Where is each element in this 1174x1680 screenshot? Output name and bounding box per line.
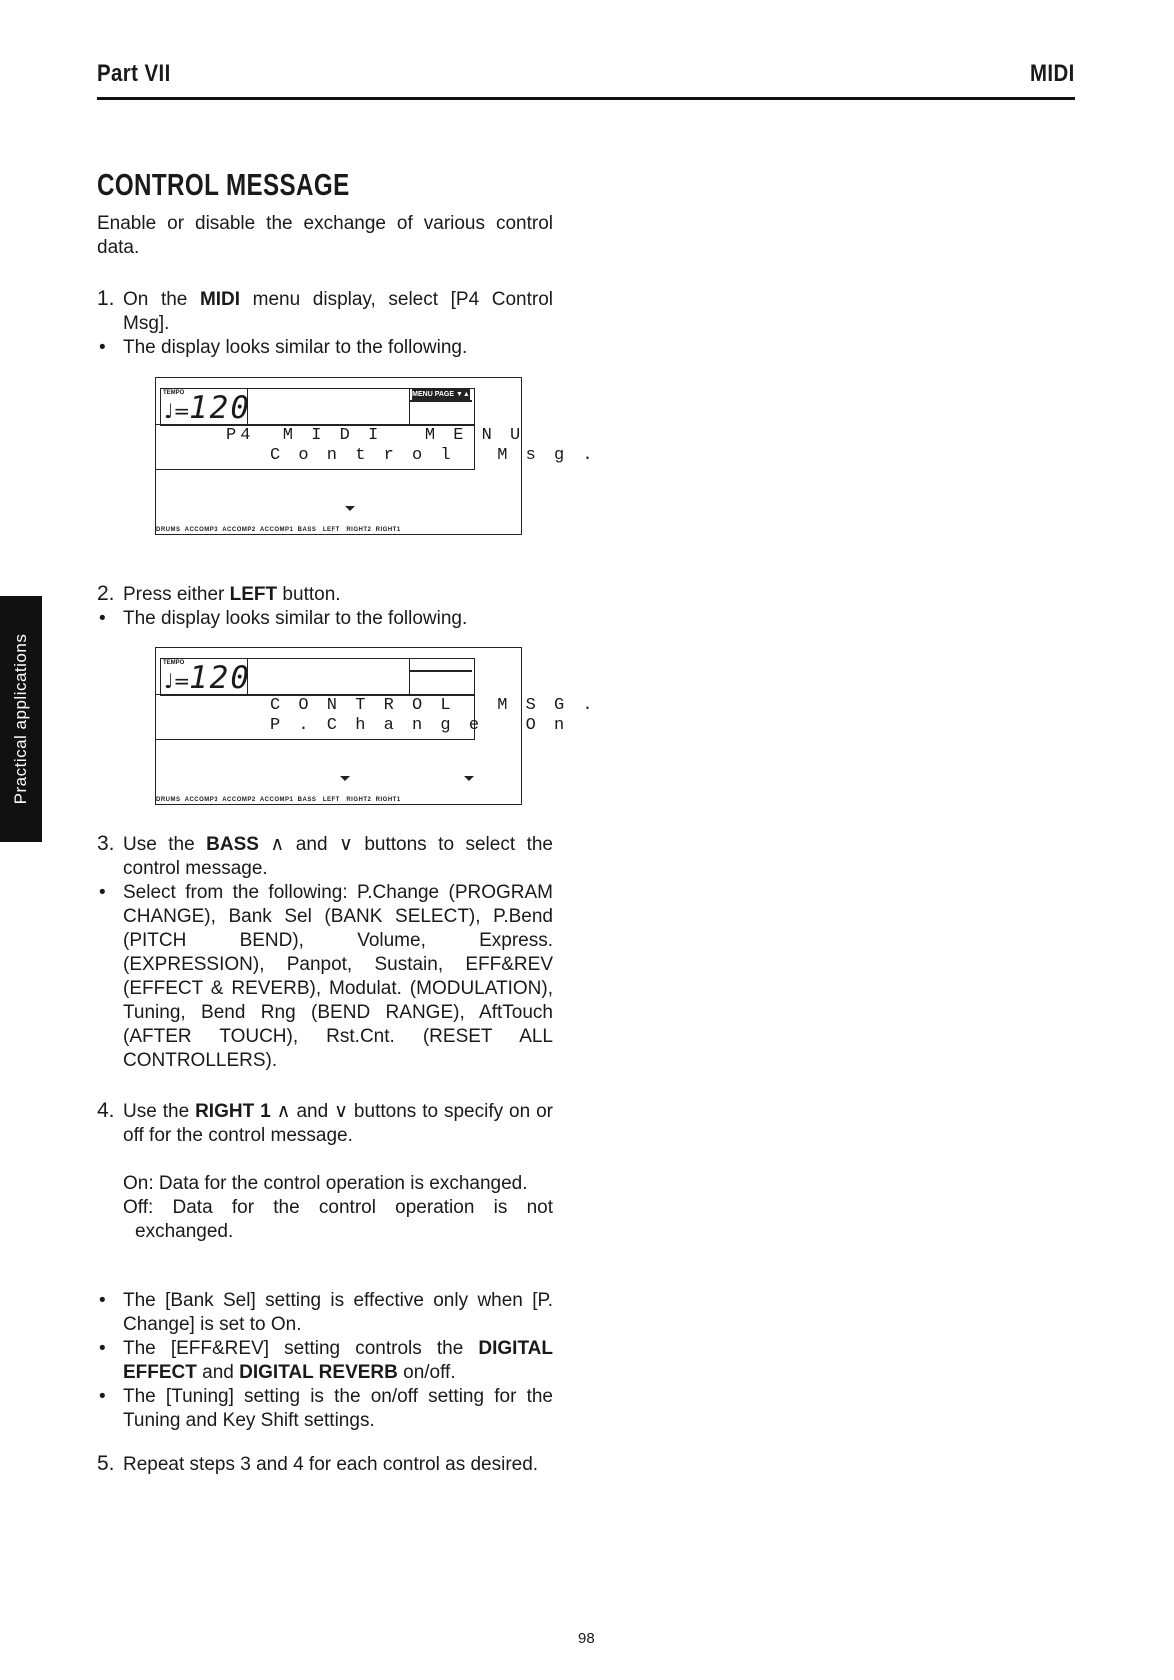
step-2-text-a: Press either <box>123 584 230 605</box>
step-2-bold: LEFT <box>229 584 278 605</box>
header-part: Part VII <box>97 60 171 87</box>
quarter-note-icon: ♩= <box>164 399 191 423</box>
on-description-text: On: Data for the control operation is exchanged. <box>123 1173 528 1194</box>
bullet-icon: • <box>99 1338 106 1359</box>
step-3 <box>97 833 553 1073</box>
lcd-line-2: P . C h a n g e O n <box>270 716 569 735</box>
lcd-line-1: P4 M I D I M E N U <box>226 426 525 445</box>
tempo-value: 120 <box>189 390 251 426</box>
note-2-text-c: and <box>196 1362 240 1383</box>
step-1-text-b: menu display, select [P4 Control Msg]. <box>123 289 553 334</box>
off-description <box>97 1196 553 1244</box>
step-4-number: 4. <box>97 1099 115 1122</box>
step-1-bold: MIDI <box>199 289 241 310</box>
tempo-value: 120 <box>189 660 251 696</box>
step-3-number: 3. <box>97 832 115 855</box>
note-1 <box>97 1289 553 1337</box>
lcd-bottom-labels: DRUMS ACCOMP3 ACCOMP2 ACCOMP1 BASS LEFT RIGHT2 RIGHT1 <box>156 527 401 533</box>
step-5-text <box>97 1453 553 1477</box>
note-2-bold-1: DIGITAL EFFECT <box>123 1338 553 1383</box>
menu-page-divider <box>410 670 472 672</box>
step-2-number: 2. <box>97 582 115 605</box>
tempo-label: TEMPO <box>163 390 185 396</box>
step-5 <box>97 1453 553 1477</box>
header-section: MIDI <box>1030 60 1075 87</box>
step-3-bullet-text: Select from the following: P.Change (PROGRAM CHANGE), Bank Sel (BANK SELECT), P.Bend (PITCH BEND), Volume, Express. (EXPRESSION), Panpot, Sustain, EFF&REV (EFFECT & REVERB), Modulat. (MODULATION), Tuning, Bend Rng (BEND RANGE), AftTouch (AFTER TOUCH), Rst.Cnt. (RESET ALL CONTROLLERS). <box>123 882 553 1071</box>
step-1 <box>97 288 553 360</box>
lcd-message-box <box>155 694 597 740</box>
bullet-icon: • <box>99 608 106 629</box>
intro-text: Enable or disable the exchange of various control data. <box>97 213 553 258</box>
down-arrow-icon <box>340 776 350 781</box>
step-5-number: 5. <box>97 1452 115 1475</box>
menu-page-box <box>409 388 475 426</box>
header-rule <box>97 97 1075 100</box>
menu-page-box <box>409 658 475 696</box>
lcd-line-2: C o n t r o l M s g . <box>270 446 597 465</box>
note-2-text-d: on/off. <box>397 1362 456 1383</box>
lcd-line-1: C O N T R O L M S G . <box>270 696 597 715</box>
down-arrow-icon <box>464 776 474 781</box>
tempo-box <box>160 658 251 696</box>
bullet-icon: • <box>99 1386 106 1407</box>
on-description <box>97 1172 553 1196</box>
step-3-bullet <box>97 881 553 1073</box>
step-1-text <box>97 288 553 336</box>
lcd-bottom-labels: DRUMS ACCOMP3 ACCOMP2 ACCOMP1 BASS LEFT RIGHT2 RIGHT1 <box>156 797 401 803</box>
lcd-blank-segment <box>246 388 410 426</box>
note-3-text: The [Tuning] setting is the on/off setting for the Tuning and Key Shift settings. <box>123 1386 553 1431</box>
step-2-text <box>97 583 553 607</box>
step-3-text <box>97 833 553 881</box>
page-number: 98 <box>578 1630 595 1647</box>
step-1-bullet-text: The display looks similar to the following. <box>123 337 468 358</box>
note-3 <box>97 1385 553 1433</box>
lcd-display-2 <box>155 647 597 805</box>
menu-page-divider <box>410 400 472 402</box>
menu-page-label: MENU PAGE ▼▲ <box>412 389 470 401</box>
step-2-text-b: button. <box>277 584 341 605</box>
step-1-text-a: On the <box>123 289 200 310</box>
step-3-text-b: ∧ and ∨ buttons to select the control message. <box>123 834 553 879</box>
notes-block <box>97 1289 553 1433</box>
step-1-number: 1. <box>97 287 115 310</box>
step-4 <box>97 1100 553 1244</box>
bullet-icon: • <box>99 1290 106 1311</box>
intro-block <box>97 212 553 260</box>
lcd-display-1 <box>155 377 597 535</box>
page-title: CONTROL MESSAGE <box>97 167 350 202</box>
step-4-bold: RIGHT 1 <box>195 1101 271 1122</box>
step-3-text-a: Use the <box>123 834 207 855</box>
side-tab-label: Practical applications <box>11 633 30 805</box>
off-description-text: Off: Data for the control operation is not exchanged. <box>123 1197 553 1242</box>
side-tab <box>0 596 42 842</box>
down-arrow-icon <box>345 506 355 511</box>
bullet-icon: • <box>99 882 106 903</box>
lcd-message-box <box>155 424 597 470</box>
tempo-label: TEMPO <box>163 660 185 666</box>
step-4-text-a: Use the <box>123 1101 196 1122</box>
step-4-text <box>97 1100 553 1148</box>
note-1-text: The [Bank Sel] setting is effective only when [P. Change] is set to On. <box>123 1290 553 1335</box>
step-2 <box>97 583 553 631</box>
step-3-bold: BASS <box>206 834 259 855</box>
quarter-note-icon: ♩= <box>164 669 191 693</box>
note-2-text-a: The [EFF&REV] setting controls the <box>123 1338 479 1359</box>
lcd-blank-segment <box>246 658 410 696</box>
step-5-text-body: Repeat steps 3 and 4 for each control as desired. <box>123 1454 539 1475</box>
tempo-box <box>160 388 251 426</box>
note-2 <box>97 1337 553 1385</box>
bullet-icon: • <box>99 337 106 358</box>
step-2-bullet-text: The display looks similar to the following. <box>123 608 468 629</box>
note-2-bold-2: DIGITAL REVERB <box>239 1362 398 1383</box>
step-2-bullet <box>97 607 553 631</box>
step-4-text-b: ∧ and ∨ buttons to specify on or off for the control message. <box>123 1101 554 1146</box>
step-1-bullet <box>97 336 553 360</box>
